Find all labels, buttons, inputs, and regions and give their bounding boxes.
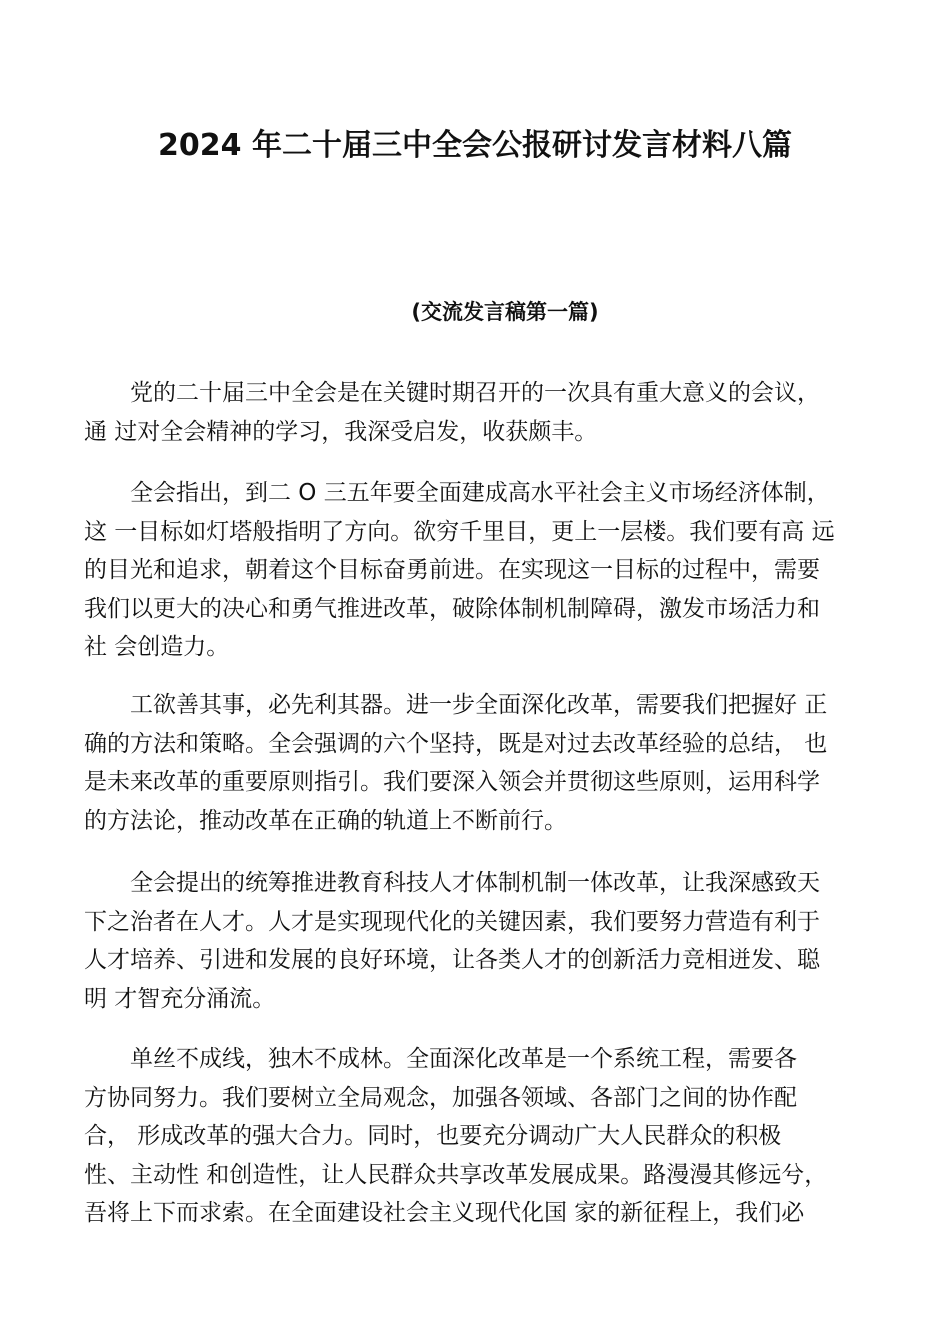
paragraph-4 <box>84 864 884 1018</box>
paragraph-line: 我们以更大的决心和勇气推进改革，破除体制机制障碍，激发市场活力和 <box>84 595 820 622</box>
paragraph-line: 的目光和追求，朝着这个目标奋勇前进。在实现这一目标的过程中，需要 <box>84 557 820 583</box>
paragraph-line: 人才培养、引进和发展的良好环境，让各类人才的创新活力竞相迸发、聪 <box>84 947 820 973</box>
paragraph-line: 性、主动性 和创造性，让人民群众共享改革发展成果。路漫漫其修远兮， <box>84 1161 828 1188</box>
paragraph-line: 单丝不成线，独木不成林。全面深化改革是一个系统工程，需要各 <box>130 1046 797 1072</box>
paragraph-line: 吾将上下而求索。在全面建设社会主义现代化国 家的新征程上，我们必 <box>84 1200 805 1226</box>
paragraph-line: 方协同努力。我们要树立全局观念，加强各领域、各部门之间的协作配 <box>84 1084 797 1111</box>
paragraph-line: 全会指出，到二 O 三五年要全面建成高水平社会主义市场经济体制， <box>130 480 830 506</box>
paragraph-3 <box>84 686 884 840</box>
document-title: 2024 年二十届三中全会公报研讨发言材料八篇 <box>158 128 792 163</box>
paragraph-1 <box>84 374 884 451</box>
paragraph-line: 通 过对全会精神的学习，我深受启发，收获颇丰。 <box>84 418 598 445</box>
paragraph-line: 的方法论，推动改革在正确的轨道上不断前行。 <box>84 807 567 834</box>
paragraph-line: 合， 形成改革的强大合力。同时，也要充分调动广大人民群众的积极 <box>84 1123 782 1149</box>
paragraph-line: 社 会创造力。 <box>84 634 230 660</box>
paragraph-2 <box>84 474 884 667</box>
paragraph-line: 全会提出的统筹推进教育科技人才体制机制一体改革，让我深感致天 <box>130 870 820 896</box>
paragraph-line: 明 才智充分涌流。 <box>84 985 276 1012</box>
paragraph-line: 工欲善其事，必先利其器。进一步全面深化改革，需要我们把握好 正 <box>130 692 828 718</box>
paragraph-5 <box>84 1040 884 1233</box>
section-title: (交流发言稿第一篇) <box>411 300 599 324</box>
paragraph-line: 这 一目标如灯塔般指明了方向。欲穷千里目，更上一层楼。我们要有高 远 <box>84 518 835 545</box>
paragraph-line: 是未来改革的重要原则指引。我们要深入领会并贯彻这些原则，运用科学 <box>84 769 820 795</box>
paragraph-line: 确的方法和策略。全会强调的六个坚持，既是对过去改革经验的总结， 也 <box>84 730 828 757</box>
paragraph-line: 下之治者在人才。人才是实现现代化的关键因素，我们要努力营造有利于 <box>84 908 820 935</box>
paragraph-line: 党的二十届三中全会是在关键时期召开的一次具有重大意义的会议， <box>130 380 820 406</box>
